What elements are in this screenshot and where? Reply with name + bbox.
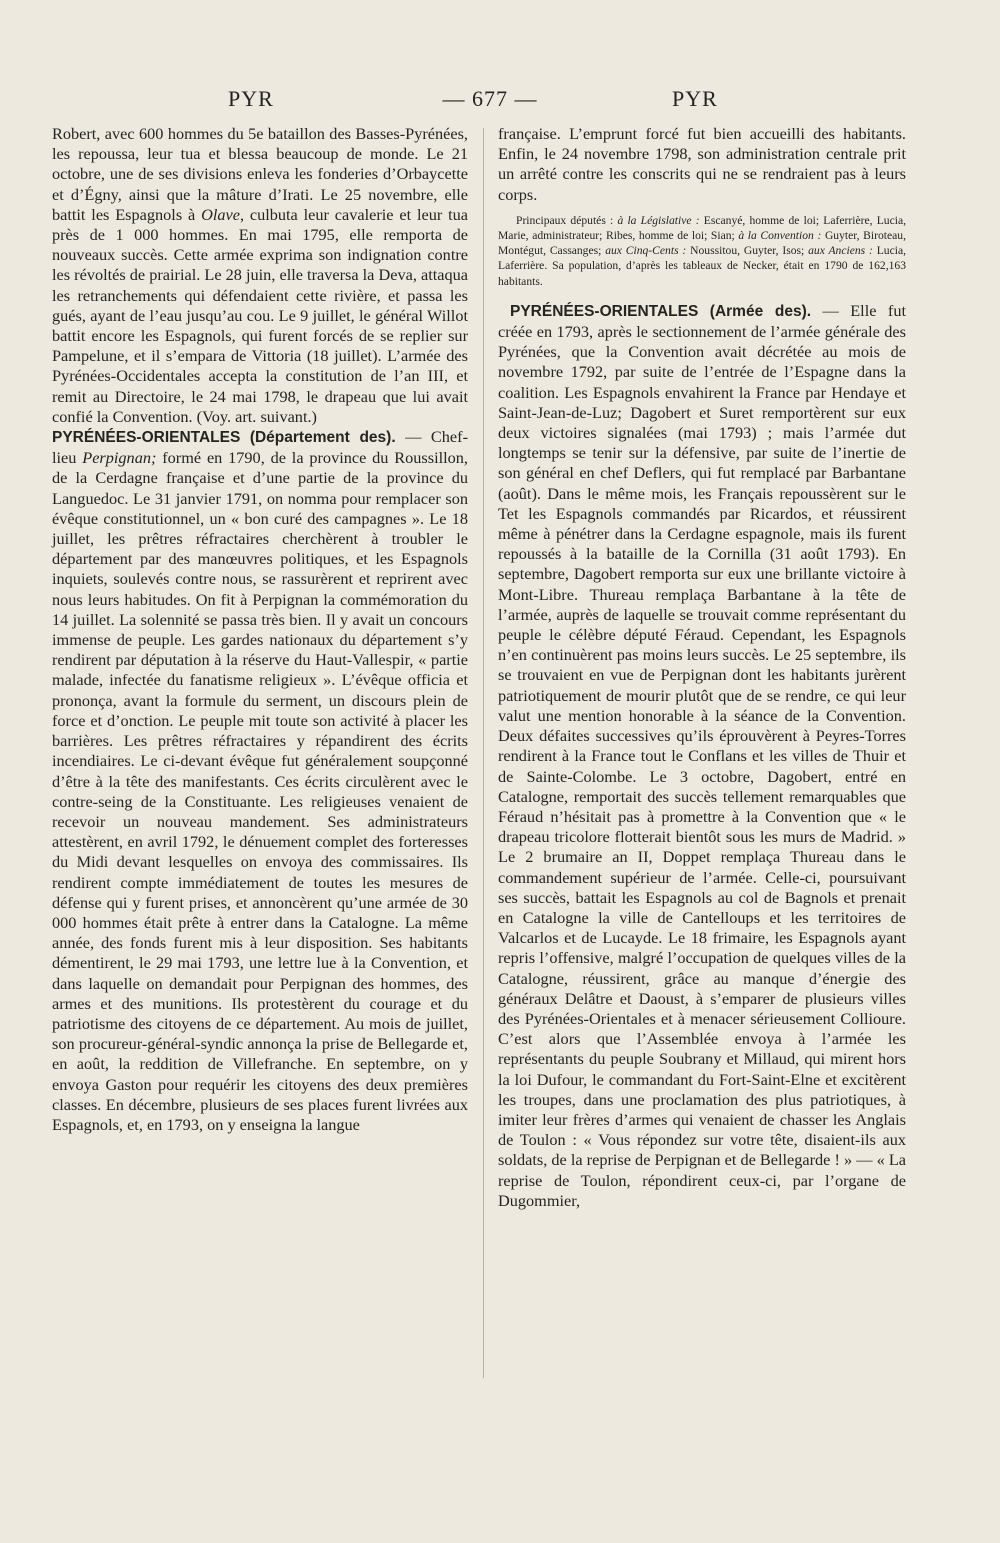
note-e: Lucia, Laferrière. Sa population, d’après les tableaux de Necker, était en 1790 de 162,163 habitants. <box>498 244 906 288</box>
entry-heading-note: (Département des). <box>249 429 396 447</box>
right-p2-text: — Elle fut créée en 1793, après le sectionnement de l’armée générale des Pyrénées, que la Convention avait décrétée au mois de novembre 1792, par suite de l’entrée de l’Espagne dans la coalition. Les Espagnols envahirent la France par Hendaye et Saint-Jean-de-Luz; Dagobert et Suret remportèrent sur eux deux victoires signalées (mai 1793) ; mais l’armée dut longtemps se tenir sur la défensive, par suite de l’inertie de son général en chef Deflers, qui fut remplacé par Barbantane (août). Dans le même mois, les Français repoussèrent sur le Tet les Espagnols commandés par Ricardos, et réussirent même à pénétrer dans la Cerdagne espagnole, mais ils furent repoussés à la bataille de la Cornilla (31 août 1793). En septembre, Dagobert remporta sur eux une brillante victoire à Mont-Libre. Thureau remplaça Barbantane à la tête de l’armée, auprès de laquelle se trouvait comme représentant du peuple le célèbre député Féraud. Cependant, les Espagnols n’en continuèrent pas moins leurs succès. Le 25 septembre, ils se trouvaient en vue de Perpignan dont les habitants jurèrent patriotiquement de mourir plutôt que de se rendre, ce qui leur valut une mention honorable à la séance de la Convention. Deux défaites successives qu’ils éprouvèrent à Peyres-Torres rendirent à la France tout le Conflans et les villes de Thuir et de Sainte-Colombe. Le 3 octobre, Dagobert, entré en Catalogne, remportait des succès tellement remarquables que Féraud n’hésitait pas à promettre à la Convention que « le drapeau tricolore flotterait bientôt sous les murs de Madrid. » Le 2 brumaire an II, Doppet remplaça Thureau dans le commandement supérieur de l’armée. Celle-ci, poursuivant ses succès, battait les Espagnols au col de Bagnols et prenait en Catalogne la ville de Cantelloups et les territoires de Valcarlos et de Lucayde. Le 18 frimaire, les Espagnols ayant repris l’offensive, malgré l’occupation de quelques villes de la Catalogne, réussirent, grâce au manque d’énergie des généraux Delâtre et Daoust, à s’emparer de plusieurs villes des Pyrénées-Orientales et à menacer sérieusement Collioure. C’est alors que l’Assemblée envoya à l’armée les représentants du peuple Soubrany et Millaud, qui mirent hors la loi Dufour, le commandant du Fort-Saint-Elne et excitèrent les troupes, dans une proclamation des plus patriotiques, à imiter leur frères d’armes qui venaient de chasser les Anglais de Toulon : « Vous répondez sur votre tête, disaient-ils aux soldats, de la reprise de Perpignan et de Bellegarde ! » — « La reprise de Toulon, répondirent ceux-ci, par l’organe de Dugommier, <box>498 300 906 1210</box>
note-b: Escanyé, homme de loi; Laferrière, Lucia, Marie, administrateur; Ribes, homme de loi; Sian; <box>498 213 906 243</box>
note-em4: aux Anciens : <box>808 244 873 258</box>
right-paragraph-2 <box>498 301 906 1211</box>
left-p2-italic: Perpignan; <box>82 448 157 468</box>
left-paragraph-1 <box>52 124 468 427</box>
left-p1-end: , culbuta leur cavalerie et leur tua près de 1 000 hommes. En mai 1795, elle remporta de nouveaux succès. Cette armée exprima son indignation contre les révoltés de prairial. Le 28 juin, elle traversa la Deva, attaqua les retranchements qui défendaient cette rivière, et passa les gués, ayant de l’eau jusqu’au cou. Le 9 juillet, le général Willot battit encore les Espagnols, qui furent forcés de se replier sur Pampelune, et il s’empara de Vittoria (18 juillet). L’armée des Pyrénées-Occidentales accepta la constitution de l’an III, et remit au Directoire, le 24 mai 1798, le drapeau que lui avait confié la Convention. (Voy. art. suivant.) <box>52 204 469 426</box>
note-em1: à la Législative : <box>617 213 700 227</box>
note-em3: aux Cinq-Cents : <box>605 244 687 258</box>
note-em2: à la Convention : <box>738 229 822 243</box>
page-number: — 677 — <box>442 86 538 111</box>
entry-heading-armee-note: (Armée des). <box>709 302 812 320</box>
column-divider <box>483 128 484 1378</box>
right-paragraph-1: française. L’emprunt forcé fut bien accueilli des habitants. Enfin, le 24 novembre 1798, son administration centrale prit un arrêté contre les conscrits qui ne se rendraient pas à leurs corps. <box>498 124 906 204</box>
left-p2-a: — Chef-lieu <box>52 427 468 468</box>
entry-heading-armee: PYRÉNÉES-ORIENTALES <box>510 302 699 320</box>
deputies-note <box>498 213 906 289</box>
left-p1-text: Robert, avec 600 hommes du 5e bataillon des Basses-Pyrénées, les repoussa, leur tua et blessa beaucoup de monde. Le 21 octobre, une de ses divisions enleva les fonderies d’Orbaycette et d’Égny, ainsi que la mâture d’Irati. Le 25 novembre, elle battit les Espagnols à <box>52 124 468 224</box>
note-c: Guyter, Biroteau, Montégut, Cassanges; <box>498 229 906 258</box>
left-p2-b: formé en 1790, de la province du Roussillon, de la Cerdagne française et d’une partie de la province du Languedoc. Le 31 janvier 1791, on nomma pour remplacer son évêque constitutionnel, un « bon curé des campagnes ». Le 18 juillet, les prêtres réfractaires cherchèrent à troubler le département par des manœuvres politiques, et les Espagnols inquiets, soulevés contre nous, se rassurèrent et reprirent avec nous leurs habitudes. On fit à Perpignan la commémoration du 14 juillet. La solennité se passa très bien. Il y avait un concours immense de peuple. Les gardes nationaux du département s’y rendirent par députation à la réserve du Haut-Vallespir, « partie malade, infectée du fanatisme religieux ». L’évêque officia et prononça, avant la formule du serment, un discours plein de force et d’onction. Le peuple mit toute son activité à placer les barrières. Les prêtres réfractaires y répandirent des écrits incendiaires. Le ci-devant évêque fut généralement soupçonné d’être à la tête des manifestants. Ces écrits circulèrent avec le contre-seing de la Constituante. Les religieuses venaient de recevoir un nouveau mandement. Ses administrateurs attestèrent, en avril 1792, le dénuement complet des forteresses du Midi devant lesquelles on envoya des commissaires. Ils rendirent compte immédiatement de toutes les mesures de défense qui y furent prises, et annoncèrent qu’une armée de 30 000 hommes était prête à entrer dans la Catalogne. La même année, des fonds furent mis à leur disposition. Ses habitants démentirent, le 29 mai 1793, une lettre lue à la Convention, et dans laquelle on demandait pour Perpignan des hommes, des armes et des munitions. Ils protestèrent du courage et du patriotisme des citoyens de ce département. Au mois de juillet, son procureur-général-syndic annonça la prise de Bellegarde et, en août, la reddition de Villefranche. En septembre, on y envoya Gaston pour requérir les citoyens des deux premières classes. En décembre, plusieurs de ses places furent livrées aux Espagnols, et, en 1793, on y enseigna la langue <box>52 448 469 1134</box>
note-d: Noussitou, Guyter, Isos; <box>686 244 809 258</box>
entry-heading-departement: PYRÉNÉES-ORIENTALES <box>52 429 241 447</box>
running-head-right: PYR <box>672 86 718 111</box>
running-head-left: PYR <box>228 86 274 111</box>
right-column <box>498 124 906 1211</box>
left-p1-italic: Olave <box>201 204 240 224</box>
note-a: Principaux députés : <box>516 213 618 227</box>
left-paragraph-2 <box>52 427 468 1135</box>
left-column <box>52 124 468 1135</box>
